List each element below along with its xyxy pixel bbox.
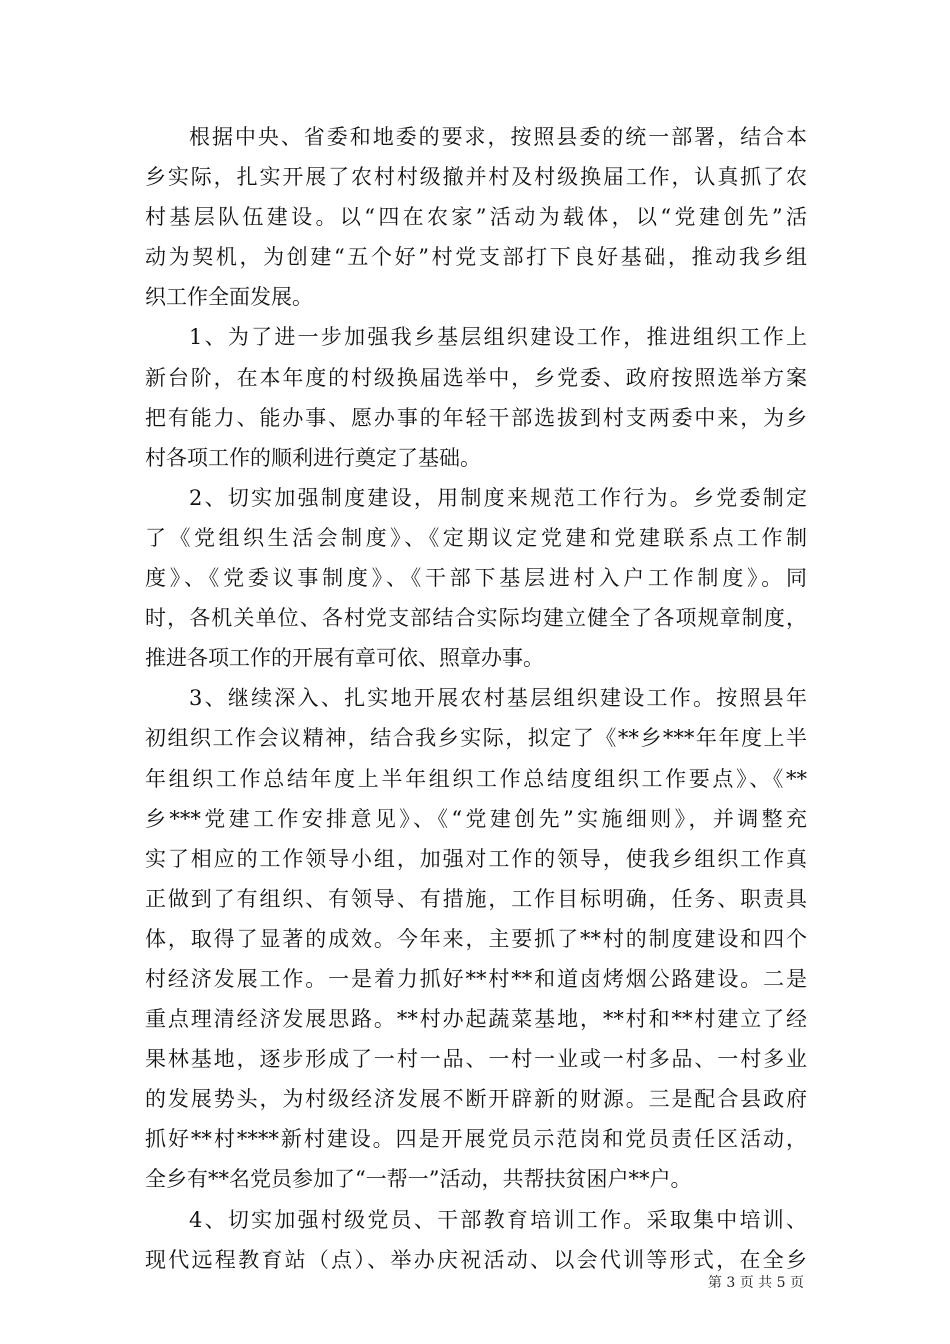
text-line: 推进各项工作的开展有章可依、照章办事。: [145, 646, 544, 671]
document-body: [145, 117, 807, 1280]
text-line: 全乡有**名党员参加了“一帮一”活动，共帮扶贫困户**户。: [145, 1167, 692, 1192]
text-line: 把有能力、能办事、愿办事的年轻干部选拔到村支两委中来，为乡: [145, 405, 807, 430]
text-line: 果林基地，逐步形成了一村一品、一村一业或一村多品、一村多业: [145, 1047, 807, 1072]
text-line: 度》、《党委议事制度》、《干部下基层进村入户工作制度》。同: [145, 566, 807, 591]
text-line: 时，各机关单位、各村党支部结合实际均建立健全了各项规章制度，: [145, 606, 807, 631]
text-line: 正做到了有组织、有领导、有措施，工作目标明确，任务、职责具: [145, 886, 807, 911]
text-line: 初组织工作会议精神，结合我乡实际，拟定了《**乡***年年度上半: [145, 726, 807, 751]
text-line: 村经济发展工作。一是着力抓好**村**和道卤烤烟公路建设。二是: [145, 966, 807, 991]
text-line: 1、为了进一步加强我乡基层组织建设工作，推进组织工作上: [189, 325, 807, 350]
text-line: 重点理清经济发展思路。**村办起蔬菜基地，**村和**村建立了经: [145, 1007, 807, 1032]
text-line: 体，取得了显著的成效。今年来，主要抓了**村的制度建设和四个: [145, 926, 807, 951]
text-line: 2、切实加强制度建设，用制度来规范工作行为。乡党委制定: [189, 485, 807, 510]
text-line: 动为契机，为创建“五个好”村党支部打下良好基础，推动我乡组: [145, 245, 807, 270]
text-line: 4、切实加强村级党员、干部教育培训工作。采取集中培训、: [189, 1207, 807, 1232]
text-line: 村基层队伍建设。以“四在农家”活动为载体，以“党建创先”活: [145, 205, 807, 230]
text-line: 现代远程教育站（点）、举办庆祝活动、以会代训等形式，在全乡: [145, 1247, 807, 1272]
text-line: 年组织工作总结年度上半年组织工作总结度组织工作要点》、《**: [145, 766, 807, 791]
text-line: 乡***党建工作安排意见》、《“党建创先”实施细则》，并调整充: [145, 806, 807, 831]
text-line: 村各项工作的顺利进行奠定了基础。: [145, 445, 481, 470]
text-line: 的发展势头，为村级经济发展不断开辟新的财源。三是配合县政府: [145, 1087, 807, 1112]
page-number: 第 3 页 共 5 页: [707, 1275, 804, 1291]
text-line: 抓好**村****新村建设。四是开展党员示范岗和党员责任区活动，: [145, 1127, 807, 1152]
text-line: 3、继续深入、扎实地开展农村基层组织建设工作。按照县年: [189, 686, 807, 711]
text-line: 实了相应的工作领导小组，加强对工作的领导，使我乡组织工作真: [145, 846, 807, 871]
text-line: 了《党组织生活会制度》、《定期议定党建和党建联系点工作制: [145, 525, 807, 550]
text-line: 根据中央、省委和地委的要求，按照县委的统一部署，结合本: [189, 125, 807, 149]
text-line: 乡实际，扎实开展了农村村级撤并村及村级换届工作，认真抓了农: [145, 165, 807, 190]
text-line: 新台阶，在本年度的村级换届选举中，乡党委、政府按照选举方案: [145, 365, 807, 390]
text-line: 织工作全面发展。: [145, 285, 313, 310]
